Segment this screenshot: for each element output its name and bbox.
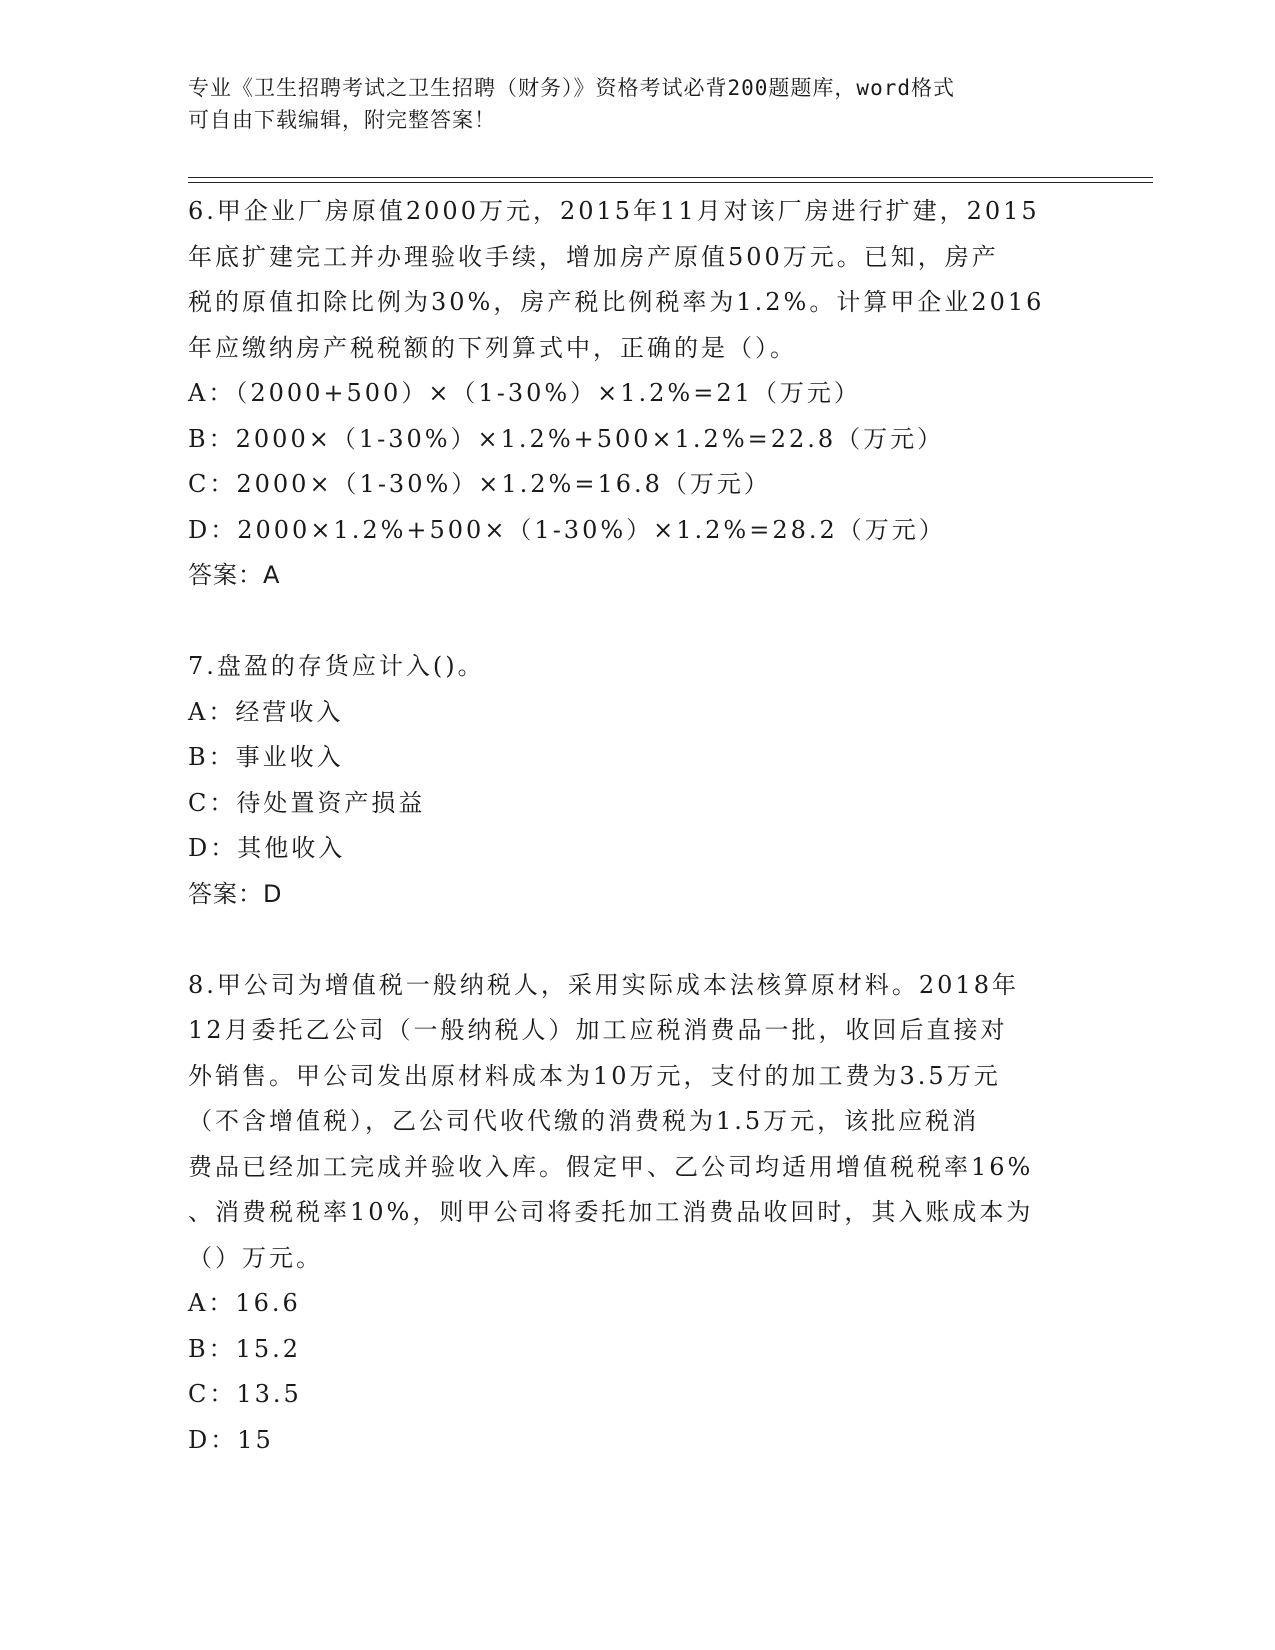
answer-label: 答案：A [188,561,281,589]
question-stem: 外销售。甲公司发出原材料成本为10万元，支付的加工费为3.5万元 [188,1061,1001,1090]
question-stem: 费品已经加工完成并验收入库。假定甲、乙公司均适用增值税税率16% [188,1152,1034,1181]
answer-label: 答案：D [188,879,283,908]
document-header [188,72,1068,136]
option-c: C：13.5 [188,1380,302,1408]
header-line: 可自由下载编辑，附完整答案！ [188,108,496,132]
header-divider [188,177,1153,178]
option-d: D：15 [188,1425,274,1454]
question-stem: 税的原值扣除比例为30%，房产税比例税率为1.2%。计算甲企业2016 [188,288,1045,316]
question-stem: 年底扩建完工并办理验收手续，增加房产原值500万元。已知，房产 [188,242,999,271]
header-line: 专业《卫生招聘考试之卫生招聘（财务）》资格考试必背200题题库，word格式 [188,76,955,100]
option-b: B：15.2 [188,1334,302,1363]
option-a: A：经营收入 [188,697,344,726]
question-8 [188,963,1088,1464]
spacer [188,917,1088,963]
question-6 [188,189,1088,599]
option-d: D：2000×1.2%+500×（1-30%）×1.2%=28.2（万元） [188,515,946,544]
question-stem: （不含增值税），乙公司代收代缴的消费税为1.5万元，该批应税消 [188,1107,980,1135]
question-stem: 8.甲公司为增值税一般纳税人，采用实际成本法核算原材料。2018年 [188,970,1019,999]
option-c: C：2000×（1-30%）×1.2%=16.8（万元） [188,470,771,498]
option-d: D：其他收入 [188,834,346,862]
question-stem: 、消费税税率10%，则甲公司将委托加工消费品收回时，其入账成本为 [188,1198,1034,1226]
question-stem: 12月委托乙公司（一般纳税人）加工应税消费品一批，收回后直接对 [188,1016,1008,1044]
option-b: B：事业收入 [188,743,344,771]
option-a: A：（2000+500）×（1-30%）×1.2%=21（万元） [188,379,861,407]
spacer [188,599,1088,645]
option-c: C：待处置资产损益 [188,788,426,817]
question-7 [188,644,1088,917]
question-stem: （）万元。 [188,1243,323,1272]
question-list [188,189,1088,1463]
question-stem: 年应缴纳房产税税额的下列算式中，正确的是（）。 [188,333,797,362]
option-a: A：16.6 [188,1289,301,1317]
header-divider [188,182,1153,183]
option-b: B：2000×（1-30%）×1.2%+500×1.2%=22.8（万元） [188,424,945,453]
question-stem: 7.盘盈的存货应计入()。 [188,652,485,680]
question-stem: 6.甲企业厂房原值2000万元，2015年11月对该厂房进行扩建，2015 [188,197,1040,225]
